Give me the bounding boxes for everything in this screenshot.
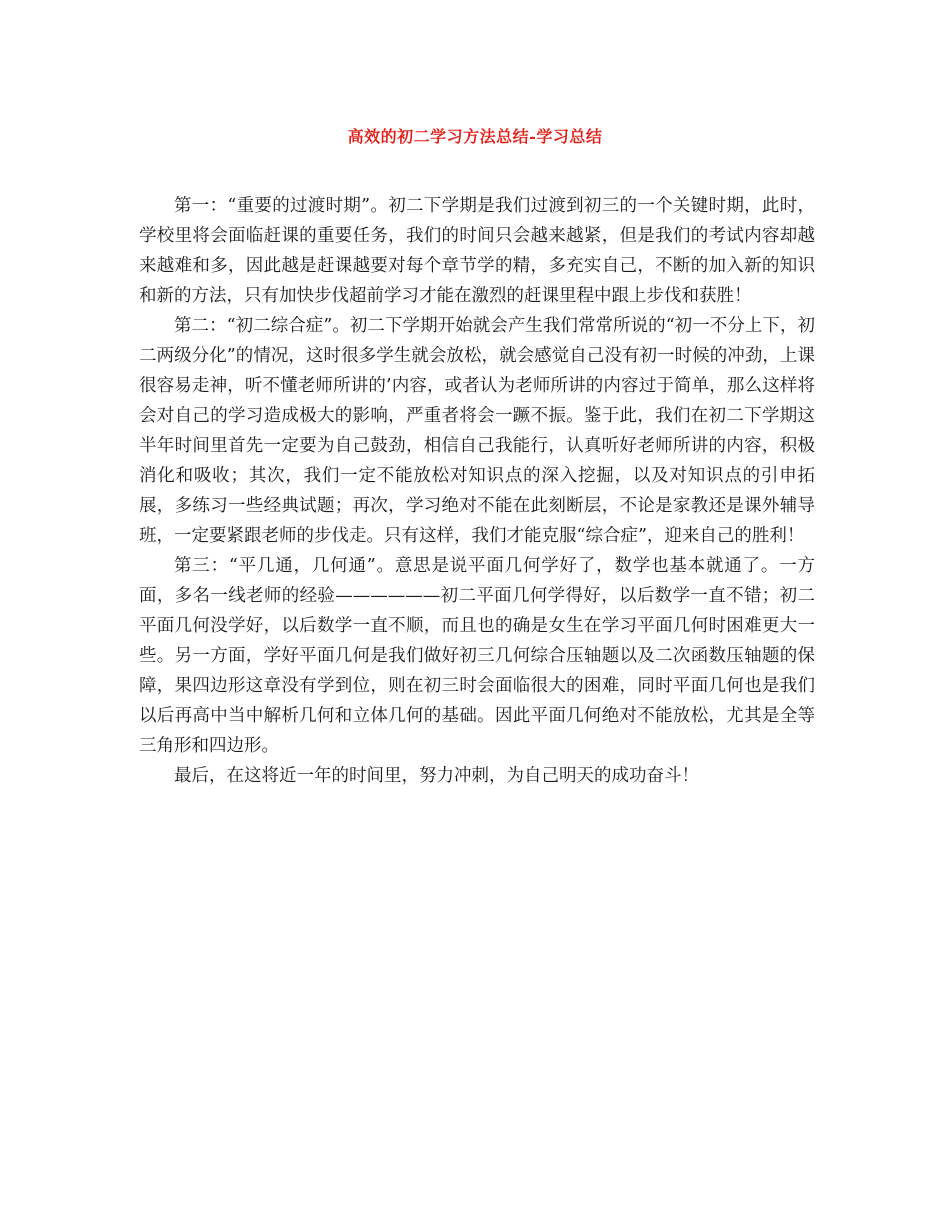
- document-title: 高效的初二学习方法总结-学习总结: [347, 127, 603, 146]
- paragraph-third: 第三：“平几通，几何通”。意思是说平面几何学好了，数学也基本就通了。一方面，多名一线老师的经验——————初二平面几何学得好，以后数学一直不错；初二平面几何没学好，以后数学一直不顺，而且也的确是女生在学习平面几何时困难更大一些。另一方面，学好平面几何是我们做好初三几何综合压轴题以及二次函数压轴题的保障，果四边形这章没有学到位，则在初三时会面临很大的困难，同时平面几何也是我们以后再高中当中解析几何和立体几何的基础。因此平面几何绝对不能放松，尤其是全等三角形和四边形。: [139, 556, 815, 756]
- paragraph-first: 第一：“重要的过渡时期”。初二下学期是我们过渡到初三的一个关键时期，此时，学校里将会面临赶课的重要任务，我们的时间只会越来越紧，但是我们的考试内容却越来越难和多，因此越是赶课越要对每个章节学的精，多充实自己，不断的加入新的知识和新的方法，只有加快步伐超前学习才能在激烈的赶课里程中跟上步伐和获胜！: [139, 196, 815, 306]
- paragraph-second: 第二：“初二综合症”。初二下学期开始就会产生我们常常所说的“初一不分上下，初二两级分化”的情况，这时很多学生就会放松，就会感觉自己没有初一时候的冲劲，上课很容易走神，听不懂老师所讲的’内容，或者认为老师所讲的内容过于简单，那么这样将会对自己的学习造成极大的影响，严重者将会一蹶不振。鉴于此，我们在初二下学期这半年时间里首先一定要为自己鼓劲，相信自己我能行，认真听好老师所讲的内容，积极消化和吸收；其次，我们一定不能放松对知识点的深入挖掘，以及对知识点的引申拓展，多练习一些经典试题；再次，学习绝对不能在此刻断层，不论是家教还是课外辅导班，一定要紧跟老师的步伐走。只有这样，我们才能克服“综合症”，迎来自己的胜利！: [139, 316, 815, 546]
- document-body: [139, 191, 815, 791]
- paragraph-conclusion: 最后，在这将近一年的时间里，努力冲刺，为自己明天的成功奋斗！: [174, 766, 699, 786]
